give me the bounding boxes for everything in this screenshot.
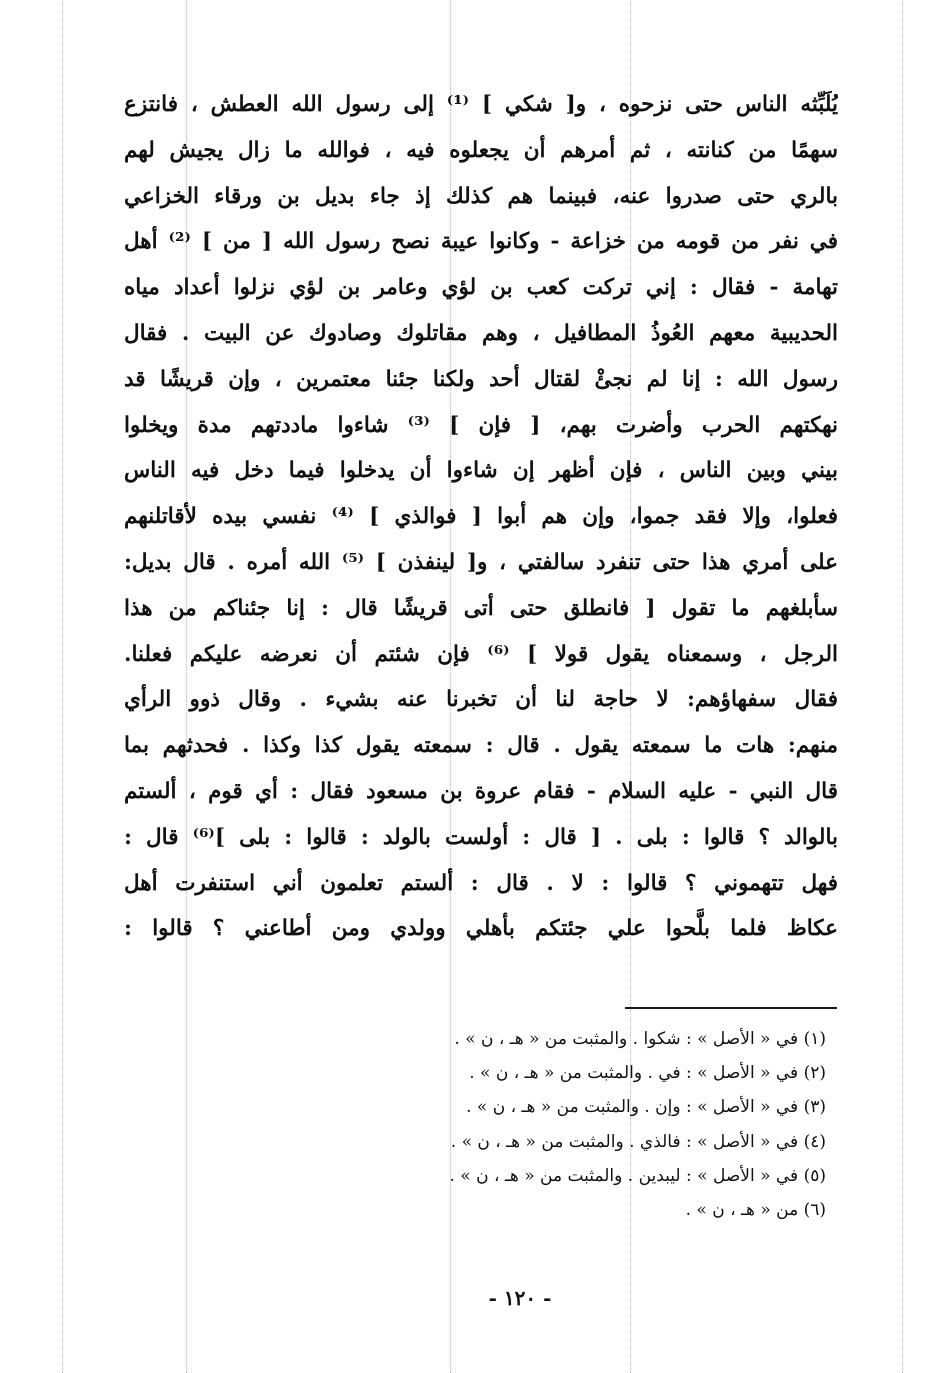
footnote-5: (٥) في « الأصل » : ليبدين . والمثبت من « هـ ، ن » .: [449, 1165, 826, 1186]
text-line: بالوالد ؟ قالوا : بلى . [ قال : أولست بالولد : قالوا : بلى ]⁽⁶⁾ قال :: [124, 824, 838, 850]
footnotes: [126, 1022, 826, 1227]
text-line: سهمًا من كنانته ، ثم أمرهم أن يجعلوه فيه ، فوالله ما زال يجيش لهم: [124, 137, 838, 163]
footnote-4: (٤) في « الأصل » : فالذي . والمثبت من « هـ ، ن » .: [450, 1131, 826, 1152]
text-line: يُلَبِّثه الناس حتى نزحوه ، و[ شكي ] ⁽¹⁾ إلى رسول الله العطش ، فانتزع: [124, 92, 838, 117]
main-text: [124, 82, 838, 952]
footnote-6: (٦) من « هـ ، ن » .: [685, 1199, 826, 1220]
text-line: في نفر من قومه من خزاعة - وكانوا عيبة نصح رسول الله [ من ] ⁽²⁾ أهل: [124, 229, 838, 255]
scan-guide-line: [62, 0, 63, 1373]
footnote-1: (١) في « الأصل » : شكوا . والمثبت من « هـ ، ن » .: [454, 1029, 826, 1049]
text-line: على أمري هذا حتى تنفرد سالفتي ، و[ لينفذن ] ⁽⁵⁾ الله أمره . قال بديل:: [124, 549, 838, 575]
text-line: عكاظ فلما بلَّحوا علي جئتكم بأهلي وولدي ومن أطاعني ؟ قالوا :: [124, 916, 838, 942]
text-line: الحديبية معهم العُوذُ المطافيل ، وهم مقاتلوك وصادوك عن البيت . فقال: [124, 320, 838, 346]
footnote-2: (٢) في « الأصل » : في . والمثبت من « هـ ، ن » .: [469, 1063, 826, 1084]
text-line: بيني وبين الناس ، فإن أظهر إن شاءوا أن يدخلوا فيما دخل فيه الناس: [124, 458, 838, 484]
page-number: - ١٢٠ -: [488, 1286, 552, 1310]
text-line: تهامة - فقال : إني تركت كعب بن لؤي وعامر بن لؤي نزلوا أعداد مياه: [124, 275, 838, 301]
footnote-divider: [625, 1007, 837, 1009]
text-line: فقال سفهاؤهم: لا حاجة لنا أن تخبرنا عنه بشيء . وقال ذوو الرأي: [124, 687, 838, 713]
text-line: سأبلغهم ما تقول [ فانطلق حتى أتى قريشًا قال : إنا جئناكم من هذا: [124, 595, 838, 621]
text-line: رسول الله : إنا لم نجئْ لقتال أحد ولكنا جئنا معتمرين ، وإن قريشًا قد: [124, 366, 838, 392]
text-line: نهكتهم الحرب وأضرت بهم، [ فإن ] ⁽³⁾ شاءوا ماددتهم مدة ويخلوا: [124, 412, 838, 438]
text-line: بالري حتى صدروا عنه، فبينما هم كذلك إذ جاء بديل بن ورقاء الخزاعي: [124, 183, 838, 209]
text-line: فهل تتهموني ؟ قالوا : لا . قال : ألستم تعلمون أني استنفرت أهل: [124, 870, 838, 896]
text-line: منهم: هات ما سمعته يقول . قال : سمعته يقول كذا وكذا . فحدثهم بما: [124, 733, 838, 759]
text-line: فعلوا، وإلا فقد جموا، وإن هم أبوا [ فوالذي ] ⁽⁴⁾ نفسي بيده لأقاتلنهم: [124, 504, 838, 530]
text-line: قال النبي - عليه السلام - فقام عروة بن مسعود فقال : أي قوم ، ألستم: [124, 778, 838, 804]
scan-guide-line: [902, 0, 903, 1373]
footnote-3: (٣) في « الأصل » : وإن . والمثبت من « هـ ، ن » .: [466, 1097, 826, 1118]
text-line: الرجل ، وسمعناه يقول قولا ] ⁽⁶⁾ فإن شئتم أن نعرضه عليكم فعلنا.: [124, 641, 838, 667]
